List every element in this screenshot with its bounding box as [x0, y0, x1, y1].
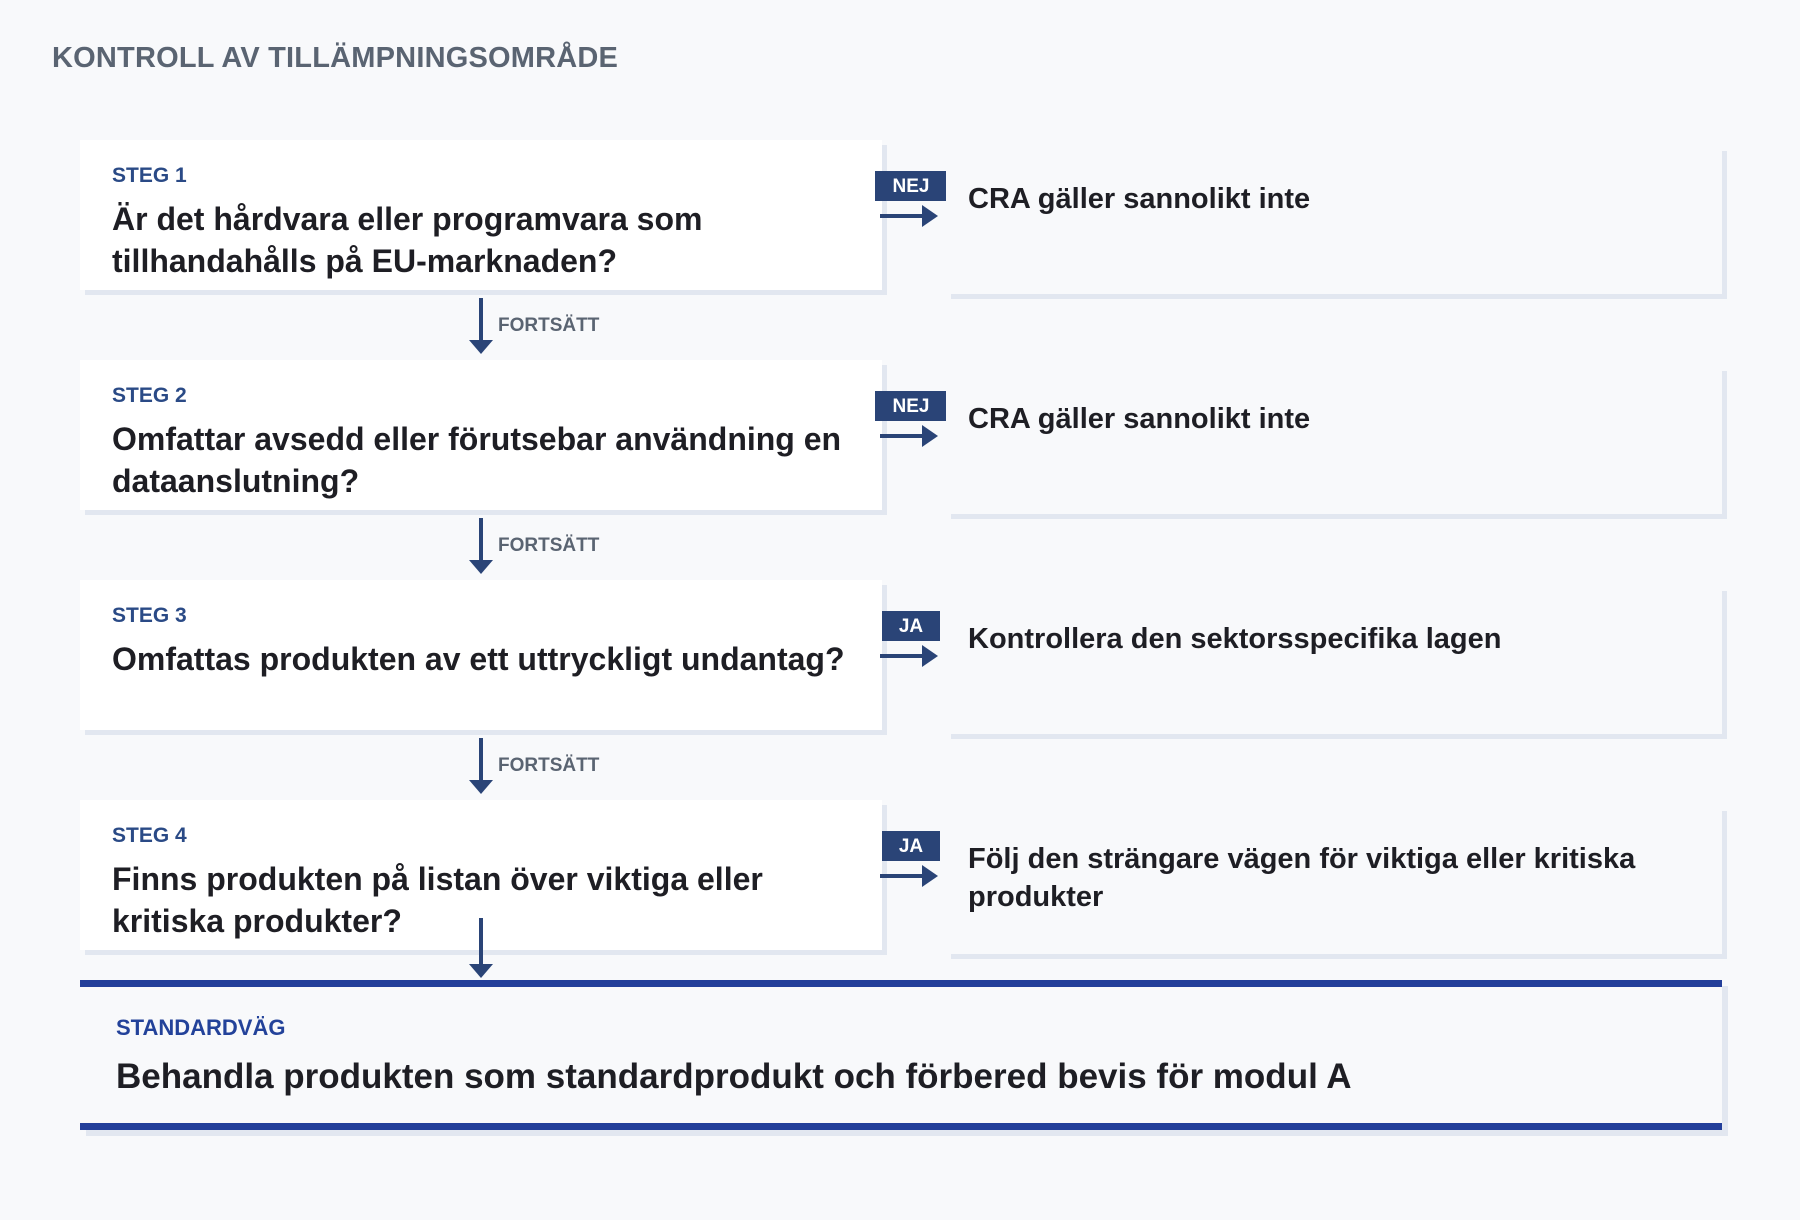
arrow-down-icon [468, 518, 494, 576]
step-label: STEG 4 [112, 824, 187, 847]
step-question: Omfattar avsedd eller förutsebar användning en dataanslutning? [112, 421, 842, 499]
default-path-box [80, 980, 1722, 1130]
step-card-2 [80, 360, 882, 510]
branch-badge-yes: JA [882, 831, 940, 861]
outcome-card-1 [946, 146, 1722, 294]
step-card-1 [80, 140, 882, 290]
outcome-text: CRA gäller sannolikt inte [968, 183, 1311, 215]
continue-label: FORTSÄTT [498, 755, 600, 776]
outcome-card-2 [946, 366, 1722, 514]
step-question: Omfattas produkten av ett uttryckligt undantag? [112, 641, 845, 677]
step-card-3 [80, 580, 882, 730]
continue-label: FORTSÄTT [498, 315, 600, 336]
arrow-right-icon [880, 642, 940, 670]
branch-badge-yes: JA [882, 611, 940, 641]
arrow-right-icon [880, 862, 940, 890]
continue-label: FORTSÄTT [498, 535, 600, 556]
outcome-text: Följ den strängare vägen för viktiga eller kritiska produkter [968, 843, 1636, 913]
default-path-label: STANDARDVÄG [116, 1015, 286, 1040]
outcome-card-3 [946, 586, 1722, 734]
arrow-right-icon [880, 202, 940, 230]
arrow-down-icon [468, 738, 494, 796]
branch-badge-no: NEJ [875, 391, 947, 421]
outcome-card-4 [946, 806, 1722, 954]
outcome-text: Kontrollera den sektorsspecifika lagen [968, 623, 1502, 655]
arrow-right-icon [880, 422, 940, 450]
branch-badge-no: NEJ [875, 171, 947, 201]
step-label: STEG 3 [112, 604, 187, 627]
arrow-down-icon [468, 918, 494, 980]
outcome-text: CRA gäller sannolikt inte [968, 403, 1311, 435]
step-label: STEG 2 [112, 384, 187, 407]
page-title: KONTROLL AV TILLÄMPNINGSOMRÅDE [52, 42, 619, 74]
default-path-text: Behandla produkten som standardprodukt och förbered bevis för modul A [116, 1057, 1352, 1096]
step-label: STEG 1 [112, 164, 187, 187]
step-question: Är det hårdvara eller programvara som tillhandahålls på EU-marknaden? [112, 201, 703, 279]
step-question: Finns produkten på listan över viktiga eller kritiska produkter? [112, 861, 763, 939]
arrow-down-icon [468, 298, 494, 356]
